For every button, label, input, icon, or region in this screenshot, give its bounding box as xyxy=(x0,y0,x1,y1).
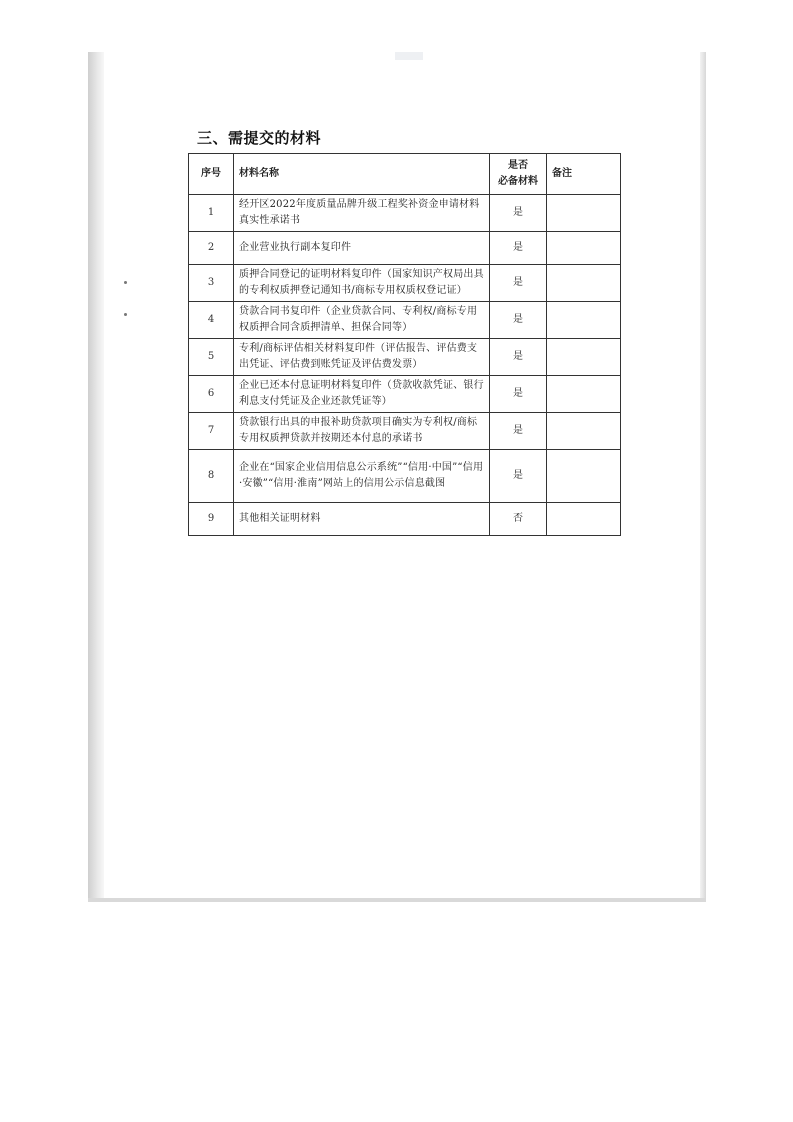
row-note xyxy=(547,413,621,450)
header-note: 备注 xyxy=(547,154,621,195)
row-note xyxy=(547,339,621,376)
materials-table xyxy=(188,153,621,536)
row-required: 是 xyxy=(490,413,547,450)
row-note xyxy=(547,376,621,413)
scan-edge-bottom xyxy=(88,898,706,902)
row-note xyxy=(547,302,621,339)
row-note xyxy=(547,503,621,536)
row-no: 4 xyxy=(189,302,234,339)
row-name: 企业在“国家企业信用信息公示系统”“信用·中国”“信用·安徽”“信用·淮南”网站上的信用公示信息截图 xyxy=(234,450,490,503)
row-note xyxy=(547,195,621,232)
row-required: 是 xyxy=(490,195,547,232)
row-no: 2 xyxy=(189,232,234,265)
section-title: 三、需提交的材料 xyxy=(197,129,322,147)
row-note xyxy=(547,232,621,265)
header-name: 材料名称 xyxy=(234,154,490,195)
table-row xyxy=(189,503,621,536)
row-required: 是 xyxy=(490,339,547,376)
table-row xyxy=(189,265,621,302)
row-name: 贷款合同书复印件（企业贷款合同、专利权/商标专用权质押合同含质押清单、担保合同等） xyxy=(234,302,490,339)
row-name: 质押合同登记的证明材料复印件（国家知识产权局出具的专利权质押登记通知书/商标专用权质权登记证） xyxy=(234,265,490,302)
header-required-line1: 是否 xyxy=(508,160,528,171)
table-row xyxy=(189,376,621,413)
row-name: 其他相关证明材料 xyxy=(234,503,490,536)
header-required xyxy=(490,154,547,195)
row-no: 5 xyxy=(189,339,234,376)
table-row xyxy=(189,232,621,265)
row-required: 是 xyxy=(490,265,547,302)
row-no: 6 xyxy=(189,376,234,413)
row-no: 9 xyxy=(189,503,234,536)
table-row xyxy=(189,302,621,339)
table-row xyxy=(189,413,621,450)
row-required: 是 xyxy=(490,232,547,265)
scan-smudge xyxy=(395,52,423,60)
table-row xyxy=(189,339,621,376)
header-required-line2: 必备材料 xyxy=(498,176,538,187)
header-no: 序号 xyxy=(189,154,234,195)
scan-edge-left xyxy=(88,52,104,902)
row-name: 贷款银行出具的申报补助贷款项目确实为专利权/商标专用权质押贷款并按期还本付息的承诺书 xyxy=(234,413,490,450)
row-no: 8 xyxy=(189,450,234,503)
row-name: 企业营业执行副本复印件 xyxy=(234,232,490,265)
scan-speck xyxy=(124,281,127,284)
scan-speck xyxy=(124,313,127,316)
table-row xyxy=(189,195,621,232)
row-required: 是 xyxy=(490,450,547,503)
row-required: 否 xyxy=(490,503,547,536)
row-name: 企业已还本付息证明材料复印件（贷款收款凭证、银行利息支付凭证及企业还款凭证等） xyxy=(234,376,490,413)
scan-edge-right xyxy=(700,52,706,902)
row-name: 经开区2022年度质量品牌升级工程奖补资金申请材料真实性承诺书 xyxy=(234,195,490,232)
row-required: 是 xyxy=(490,302,547,339)
table-row xyxy=(189,450,621,503)
row-name: 专利/商标评估相关材料复印件（评估报告、评估费支出凭证、评估费到账凭证及评估费发票） xyxy=(234,339,490,376)
table-header-row xyxy=(189,154,621,195)
row-no: 3 xyxy=(189,265,234,302)
row-no: 1 xyxy=(189,195,234,232)
row-no: 7 xyxy=(189,413,234,450)
row-note xyxy=(547,450,621,503)
row-required: 是 xyxy=(490,376,547,413)
row-note xyxy=(547,265,621,302)
